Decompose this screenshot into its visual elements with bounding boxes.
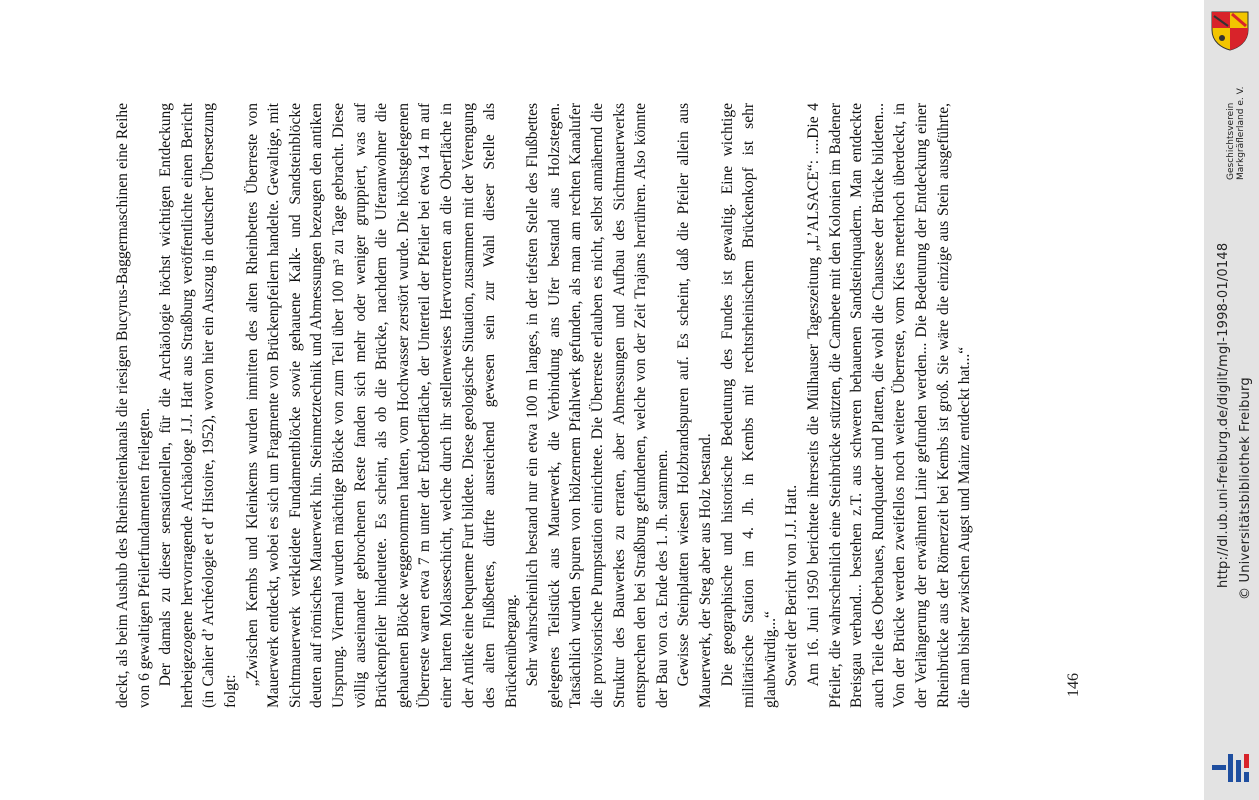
paragraph: „Zwischen Kembs und Kleinkems wurden inmitten des alten Rheinbettes Überreste von Mauerwerk entdeckt, wobei es sich um Fragmente von Brückenpfeilern handelte. Gewaltige, mit Sichtmauerwerk verkleidete Fundamentblöcke sowie gehauene Kalk- und Sandsteinblöcke deuten auf römisches Mauerwerk hin. Steinmetztechnik und Abmessungen bezeugen den antiken Ursprung. Viermal wurden mächtige Blöcke von zum Teil über 100 m³ zu Tage gebracht. Diese völlig auseinander gebrochenen Reste fanden sich mehr oder weniger gruppiert, was auf Brückenpfeiler hindeutete. Es scheint, als ob die Brücke, nachdem die Uferanwohner die gehauenen Blöcke weggenommen hatten, vom Hochwasser zerstört wurde. Die höchstgelegenen Überreste waren etwa 7 m unter der Erdoberfläche, der Unterteil der Pfeiler bei etwa 14 m auf einer harten Molasseschicht, welche durch ihr stellenweises Hervortreten an die Oberfläche in der Antike eine bequeme Furt bildete. Diese geologische Situation, zusammen mit der Verengung des alten Flußbettes, dürfte ausreichend gewesen sein zur Wahl dieser Stelle als Brückenübergang.	[243, 103, 520, 708]
society-crest-icon	[1208, 8, 1252, 52]
paragraph: Der damals zu dieser sensationellen, für die Archäologie höchst wichtigen Entdeckung herbeigezogene hervorragende Archäologe J.J. Hatt aus Straßburg veröffentlichte einen Bericht (in Cahier d’ Archéologie et d’ Histoire, 1952), wovon hier ein Auszug in deutscher Übersetzung folgt:	[157, 103, 239, 708]
university-library-logo-icon	[1210, 748, 1254, 788]
permalink-url[interactable]: http://dl.ub.uni-freiburg.de/diglit/mgl-1998-01/0148	[1216, 242, 1231, 588]
paragraph: Soweit der Bericht von J.J. Hatt.	[783, 484, 801, 687]
page-number: 146	[1065, 673, 1082, 697]
page-text-block	[112, 103, 976, 708]
society-name-line1: Geschichtsverein	[1226, 102, 1236, 180]
paragraph: Gewisse Steinplatten wiesen Holzbrandspuren auf. Es scheint, daß die Pfeiler allein aus Mauerwerk, der Steg aber aus Holz bestand.	[675, 103, 715, 708]
paragraph: deckt, als beim Aushub des Rheinseitenkanals die riesigen Bucyrus-Baggermaschinen eine Reihe von 6 gewaltigen Pfeilerfundamenten freilegten.	[114, 103, 153, 708]
copyright-notice: © Universitätsbibliothek Freiburg	[1238, 377, 1253, 600]
paragraph: Die geographische und historische Bedeutung des Fundes ist gewaltig. Eine wichtige militärische Station im 4. Jh. in Kembs mit rechtsrheinischem Brückenkopf ist sehr glaubwürdig...“	[718, 103, 779, 708]
paragraph: Sehr wahrscheinlich bestand nur ein etwa 100 m langes, in der tiefsten Stelle des Flußbettes gelegenes Teilstück aus Mauerwerk, die Verbindung ans Ufer bestand aus Holzstegen. Tatsächlich wurden Spuren von hölzernem Pfahlwerk gefunden, als man am rechten Kanalufer die provisorische Pumpstation einrichtete. Die Überreste erlauben es nicht, selbst annähernd die Struktur des Bauwerkes zu erraten, aber Abmessungen und Aufbau des Sichtmauerwerks entsprechen den bei Straßburg gefundenen, welche von der Zeit Trajans herrühren. Also könnte der Bau von ca. Ende des 1. Jh. stammen.	[524, 103, 671, 708]
paragraph: Am 16. Juni 1950 berichtete ihrerseits die Mülhauser Tageszeitung „L’ALSACE“: ....Die 4 Pfeiler, die wahrscheinlich eine Steinbrücke stützten, die Cambete mit den Kolonien im Badener Breisgau verband... bestehen z.T. aus schweren behauenen Sandsteinquadern. Man entdeckte auch Teile des Oberbaues, Rundquader und Platten, die wohl die Chaussee der Brücke bildeten... Von der Brücke werden zweifellos noch weitere Überreste, vom Kies meterhoch überdeckt, in der Verlängerung der erwähnten Linie gefunden werden... Die Bedeutung der Entdeckung einer Rheinbrücke aus der Römerzeit bei Kembs ist groß. Sie wäre die einzige aus Stein ausgeführte, die man bisher zwischen Augst und Mainz entdeckt hat...“	[805, 103, 974, 708]
society-name-line2: Markgräflerland e. V.	[1236, 86, 1246, 180]
